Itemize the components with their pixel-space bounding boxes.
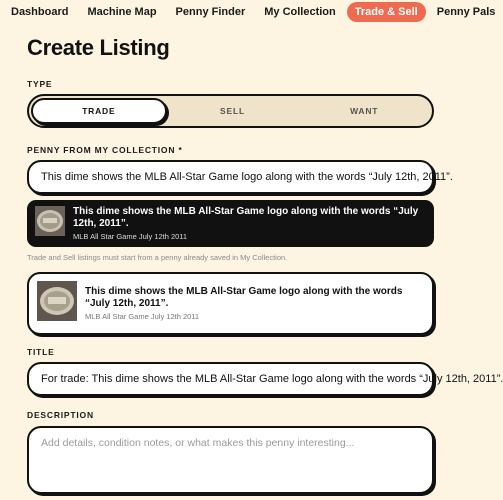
penny-option-subtitle: MLB All Star Game July 12th 2011 [73,232,188,241]
page-title: Create Listing [27,35,170,60]
nav-machine-map[interactable]: Machine Map [87,6,157,18]
penny-preview-subtitle: MLB All Star Game July 12th 2011 [85,312,200,321]
type-option-want[interactable]: WANT [350,106,379,116]
top-nav [0,0,496,24]
penny-preview-thumbnail [37,281,77,326]
penny-search-input[interactable]: This dime shows the MLB All-Star Game logo along with the words “July 12th, 2011”. [27,160,434,194]
description-label: DESCRIPTION [27,410,94,420]
nav-penny-finder[interactable]: Penny Finder [175,6,246,18]
nav-dashboard[interactable]: Dashboard [11,6,69,18]
listing-type-selector [27,94,434,128]
title-label: TITLE [27,347,55,357]
nav-my-collection[interactable]: My Collection [264,6,336,18]
title-input[interactable]: For trade: This dime shows the MLB All-Star Game logo along with the words “July 12th, 2011”. [27,362,434,396]
penny-option-selected[interactable] [27,200,434,247]
selected-penny-preview [27,272,434,335]
description-textarea[interactable]: Add details, condition notes, or what makes this penny interesting... [27,426,434,494]
penny-from-collection-label: PENNY FROM MY COLLECTION * [27,145,183,155]
nav-penny-pals[interactable]: Penny Pals [436,6,496,18]
penny-thumbnail [35,206,65,241]
collection-hint: Trade and Sell listings must start from a penny already saved in My Collection. [27,253,288,262]
type-label: TYPE [27,79,53,89]
type-option-sell[interactable]: SELL [220,106,245,116]
penny-preview-title: This dime shows the MLB All-Star Game logo along with the words “July 12th, 2011”. [85,286,403,309]
type-option-trade[interactable]: TRADE [31,98,167,124]
penny-option-title: This dime shows the MLB All-Star Game logo along with the words “July 12th, 2011”. [73,206,419,229]
nav-trade-sell[interactable]: Trade & Sell [347,2,426,22]
